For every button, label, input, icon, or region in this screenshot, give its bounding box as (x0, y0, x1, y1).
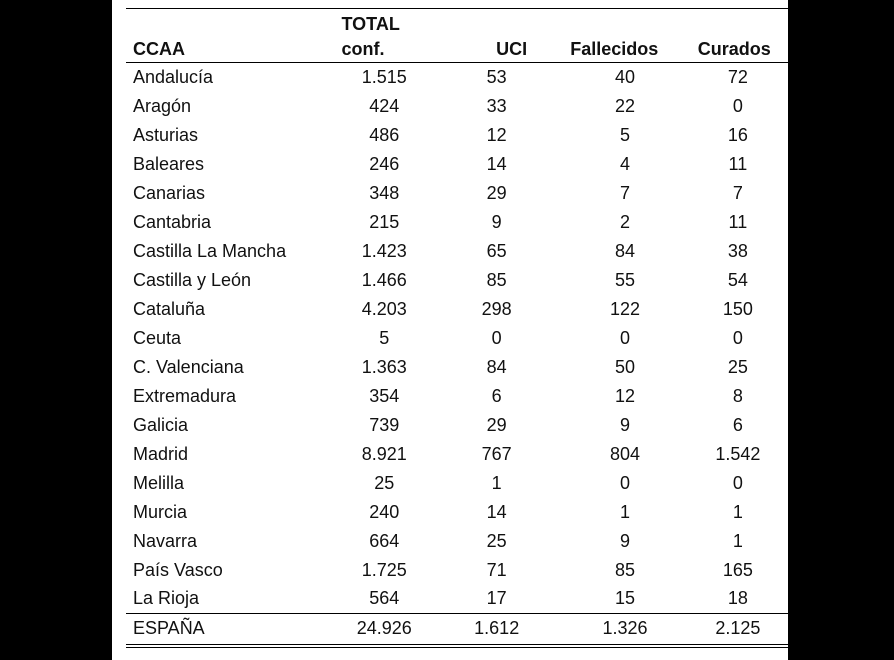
row-curados: 1 (732, 530, 743, 551)
row-fallecidos: 0 (620, 472, 631, 493)
row-uci: 12 (486, 124, 507, 145)
row-fallecidos: 85 (614, 559, 636, 580)
row-uci: 33 (486, 95, 507, 116)
table-row (126, 411, 788, 440)
document-page (112, 0, 788, 660)
row-ccaa: Asturias (133, 124, 199, 145)
row-fallecidos: 22 (614, 95, 636, 116)
row-uci: 6 (491, 385, 502, 406)
row-uci: 767 (481, 443, 512, 464)
table-row (126, 295, 788, 324)
row-total-conf: 564 (369, 588, 400, 609)
row-ccaa: País Vasco (133, 559, 223, 580)
row-curados: 18 (727, 588, 748, 609)
table-row (126, 121, 788, 150)
header-row (126, 9, 788, 63)
row-curados: 11 (728, 153, 748, 174)
total-ccaa: ESPAÑA (126, 614, 341, 646)
row-ccaa: Aragón (133, 95, 192, 116)
row-curados: 8 (732, 385, 743, 406)
row-ccaa: Melilla (133, 472, 185, 493)
row-curados: 72 (727, 66, 748, 87)
table-row (126, 469, 788, 498)
row-ccaa: La Rioja (133, 588, 200, 609)
row-curados: 7 (732, 182, 743, 203)
row-fallecidos: 4 (620, 153, 631, 174)
row-total-conf: 354 (369, 385, 400, 406)
row-total-conf: 246 (369, 153, 400, 174)
row-curados: 16 (727, 124, 748, 145)
table-row (126, 150, 788, 179)
row-ccaa: Extremadura (133, 385, 237, 406)
header-total-conf (341, 9, 465, 63)
row-ccaa: Cataluña (133, 298, 206, 319)
row-ccaa: Madrid (133, 443, 189, 464)
row-total-conf: 1.466 (361, 269, 407, 290)
row-fallecidos: 40 (614, 66, 636, 87)
table-row (126, 498, 788, 527)
row-total-conf: 739 (369, 414, 400, 435)
table-row (126, 382, 788, 411)
row-uci: 9 (491, 211, 502, 232)
row-total-conf: 1.725 (361, 559, 407, 580)
row-curados: 0 (732, 472, 743, 493)
row-total-conf: 1.363 (361, 356, 407, 377)
table-row (126, 440, 788, 469)
table-row (126, 92, 788, 121)
row-ccaa: Castilla La Mancha (133, 240, 287, 261)
header-curados-label: Curados (697, 39, 771, 59)
row-fallecidos: 804 (609, 443, 641, 464)
total-uci: 1.612 (465, 614, 566, 646)
table-row (126, 324, 788, 353)
row-curados: 25 (727, 356, 748, 377)
header-uci (465, 9, 566, 63)
row-uci: 0 (491, 327, 502, 348)
table-row (126, 208, 788, 237)
row-uci: 29 (486, 182, 507, 203)
row-total-conf: 348 (369, 182, 400, 203)
total-row (126, 614, 788, 646)
row-fallecidos: 122 (609, 298, 641, 319)
header-total-line1: TOTAL (341, 14, 400, 34)
row-uci: 14 (486, 153, 507, 174)
row-ccaa: Galicia (133, 414, 189, 435)
row-uci: 53 (486, 66, 507, 87)
header-ccaa: CCAA (126, 9, 341, 63)
row-ccaa: Murcia (133, 501, 188, 522)
row-uci: 85 (486, 269, 507, 290)
row-fallecidos: 7 (620, 182, 631, 203)
row-curados: 0 (732, 95, 743, 116)
row-ccaa: C. Valenciana (133, 356, 244, 377)
row-curados: 1 (732, 501, 743, 522)
table-row (126, 353, 788, 382)
row-ccaa: Navarra (133, 530, 198, 551)
row-curados: 38 (727, 240, 748, 261)
row-uci: 14 (486, 501, 507, 522)
row-fallecidos: 50 (614, 356, 636, 377)
row-fallecidos: 12 (614, 385, 636, 406)
row-fallecidos: 9 (620, 414, 631, 435)
row-uci: 65 (486, 240, 507, 261)
row-ccaa: Cantabria (133, 211, 212, 232)
row-total-conf: 25 (374, 472, 395, 493)
row-curados: 150 (722, 298, 753, 319)
row-total-conf: 664 (369, 530, 400, 551)
row-ccaa: Castilla y León (133, 269, 252, 290)
row-total-conf: 424 (369, 95, 400, 116)
row-curados: 54 (727, 269, 748, 290)
row-ccaa: Ceuta (133, 327, 182, 348)
table-body (126, 63, 788, 646)
row-uci: 71 (486, 559, 507, 580)
row-total-conf: 486 (369, 124, 400, 145)
row-fallecidos: 84 (614, 240, 636, 261)
row-uci: 29 (486, 414, 507, 435)
total-fallecidos: 1.326 (566, 614, 691, 646)
header-total-line2: conf. (341, 39, 385, 59)
covid-cases-table (126, 8, 788, 648)
header-fallecidos-label: Fallecidos (570, 39, 659, 59)
row-total-conf: 8.921 (361, 443, 407, 464)
table-row (126, 527, 788, 556)
header-curados (692, 9, 788, 63)
table-row (126, 179, 788, 208)
row-total-conf: 5 (379, 327, 390, 348)
row-ccaa: Canarias (133, 182, 206, 203)
row-total-conf: 4.203 (361, 298, 407, 319)
row-curados: 0 (732, 327, 743, 348)
table-row (126, 237, 788, 266)
row-uci: 84 (486, 356, 507, 377)
table-row (126, 266, 788, 295)
total-total-conf: 24.926 (341, 614, 465, 646)
row-fallecidos: 1 (620, 501, 631, 522)
row-ccaa: Baleares (133, 153, 205, 174)
row-curados: 165 (722, 559, 753, 580)
header-uci-label: UCI (496, 39, 528, 59)
row-fallecidos: 9 (620, 530, 631, 551)
row-curados: 1.542 (715, 443, 761, 464)
row-uci: 25 (486, 530, 507, 551)
row-curados: 11 (728, 211, 748, 232)
row-ccaa: Andalucía (133, 66, 214, 87)
row-total-conf: 215 (369, 211, 400, 232)
table-row (126, 585, 788, 614)
row-uci: 1 (491, 472, 502, 493)
row-total-conf: 240 (369, 501, 400, 522)
row-fallecidos: 15 (614, 588, 636, 609)
row-total-conf: 1.423 (361, 240, 407, 261)
row-uci: 17 (486, 588, 507, 609)
row-fallecidos: 2 (620, 211, 631, 232)
table-row (126, 63, 788, 92)
row-fallecidos: 5 (620, 124, 631, 145)
header-fallecidos (566, 9, 691, 63)
row-total-conf: 1.515 (361, 66, 407, 87)
row-curados: 6 (732, 414, 743, 435)
row-fallecidos: 0 (620, 327, 631, 348)
row-fallecidos: 55 (614, 269, 636, 290)
total-curados: 2.125 (692, 614, 788, 646)
row-uci: 298 (481, 298, 512, 319)
table-row (126, 556, 788, 585)
